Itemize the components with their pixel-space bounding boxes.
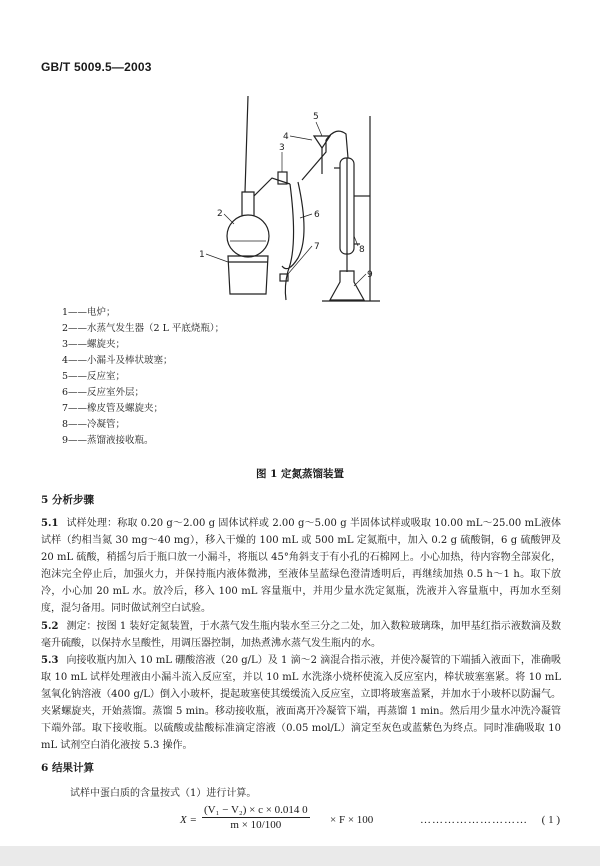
section-5-heading: 5 分析步骤 — [41, 494, 94, 506]
paragraph-text: 试样处理：称取 0.20 g～2.00 g 固体试样或 2.00 g～5.00 g 半固体试样或吸取 10.00 mL～25.00 mL液体试样（约相当氮 30 mg～40 mg），移入干燥的 100 mL 或 500 mL 定氮瓶中，加入 0.2 g 硫酸铜，6 g 硫酸钾及 20 mL 硫酸，稍摇匀后于瓶口放一小漏斗，将瓶以 45°角斜支于有小孔的石棉网上。小心加热，待内容物全部炭化，泡沫完全停止后，加强火力，并保持瓶内液体微沸，至液体呈蓝绿色澄清透明后，再继续加热 0.5 h～1 h。取下放冷，小心加 20 mL 水。放冷后，移入 100 mL 容量瓶中，并用少量水洗定氮瓶，洗液并入容量瓶中，再加水至刻度，混匀备用。同时做试剂空白试验。 — [41, 518, 561, 614]
callout-1: 1 — [199, 250, 205, 260]
formula-lhs: X = — [180, 814, 197, 826]
section-6-heading: 6 结果计算 — [41, 762, 94, 774]
figure-caption: 图 1 定氮蒸馏装置 — [255, 468, 345, 480]
figure-legend — [62, 305, 224, 449]
legend-item: 7——橡皮管及螺旋夹； — [62, 403, 164, 414]
paragraph-5-3 — [41, 652, 561, 754]
formula-fraction — [202, 804, 310, 831]
clause-number: 5.2 — [41, 621, 59, 632]
callout-5: 5 — [313, 112, 319, 122]
legend-item: 3——螺旋夹； — [62, 339, 126, 350]
callout-2: 2 — [217, 209, 223, 219]
equation-number: ( 1 ) — [541, 814, 560, 826]
legend-item: 2——水蒸气发生器（2 L 平底烧瓶）； — [62, 323, 225, 334]
formula-numerator: (V₁ − V₂) × c × 0.014 0 — [204, 804, 308, 816]
standard-code-header: GB/T 5009.5—2003 — [41, 60, 152, 74]
paragraph-text: 向接收瓶内加入 10 mL 硼酸溶液（20 g/L）及 1 滴～2 滴混合指示液，并使冷凝管的下端插入液面下，准确吸取 10 mL 试样处理液由小漏斗流入反应室，并以 10 mL 水洗涤小烧杯使流入反应室内，棒状玻塞塞紧。将 10 mL 氢氧化钠溶液（400 g/L）倒入小玻杯，提起玻塞使其缓缓流入反应室，立即将玻塞盖紧，并加水于小玻杯以防漏气。夹紧螺旋夹，开始蒸馏。蒸馏 5 min。移动接收瓶，液面离开冷凝管下端，再蒸馏 1 min。然后用少量水冲洗冷凝管下端外部。取下接收瓶。以硫酸或盐酸标准滴定溶液（0.05 mol/L）滴定至灰色或蓝紫色为终点。同时准确吸取 10 mL 试剂空白消化液按 5.3 操作。 — [41, 655, 561, 751]
callout-7: 7 — [314, 242, 320, 252]
formula-leader-dots: ……………………… — [420, 814, 528, 826]
page-bottom-band — [0, 846, 600, 866]
paragraph-5-2 — [41, 618, 561, 652]
distillation-apparatus-diagram — [190, 96, 410, 306]
steam-generator-flask — [227, 215, 269, 257]
formula-tail: × F × 100 — [330, 814, 374, 826]
legend-item: 9——蒸馏液接收瓶。 — [62, 435, 154, 446]
reaction-chamber — [288, 184, 294, 271]
legend-item: 5——反应室； — [62, 371, 126, 382]
paragraph-5-1 — [41, 515, 561, 617]
protein-formula — [180, 804, 560, 842]
formula-denominator: m × 10/100 — [230, 819, 282, 831]
clause-number: 5.3 — [41, 655, 59, 666]
clause-number: 5.1 — [41, 518, 59, 529]
callout-3: 3 — [279, 143, 285, 153]
formula-intro: 试样中蛋白质的含量按式（1）进行计算。 — [70, 788, 257, 799]
callout-8: 8 — [359, 245, 365, 255]
legend-item: 4——小漏斗及棒状玻塞； — [62, 355, 173, 366]
callout-4: 4 — [283, 132, 289, 142]
legend-item: 6——反应室外层； — [62, 387, 145, 398]
callout-6: 6 — [314, 210, 320, 220]
receiving-flask — [330, 271, 364, 300]
paragraph-text: 测定：按图 1 装好定氮装置，于水蒸气发生瓶内装水至三分之二处，加入数粒玻璃珠，加甲基红指示液数滴及数毫升硫酸，以保持水呈酸性，用调压器控制，加热煮沸水蒸气发生瓶内的水。 — [41, 621, 561, 649]
legend-item: 8——冷凝管； — [62, 419, 126, 430]
legend-item: 1——电炉； — [62, 307, 116, 318]
callout-9: 9 — [367, 270, 373, 280]
